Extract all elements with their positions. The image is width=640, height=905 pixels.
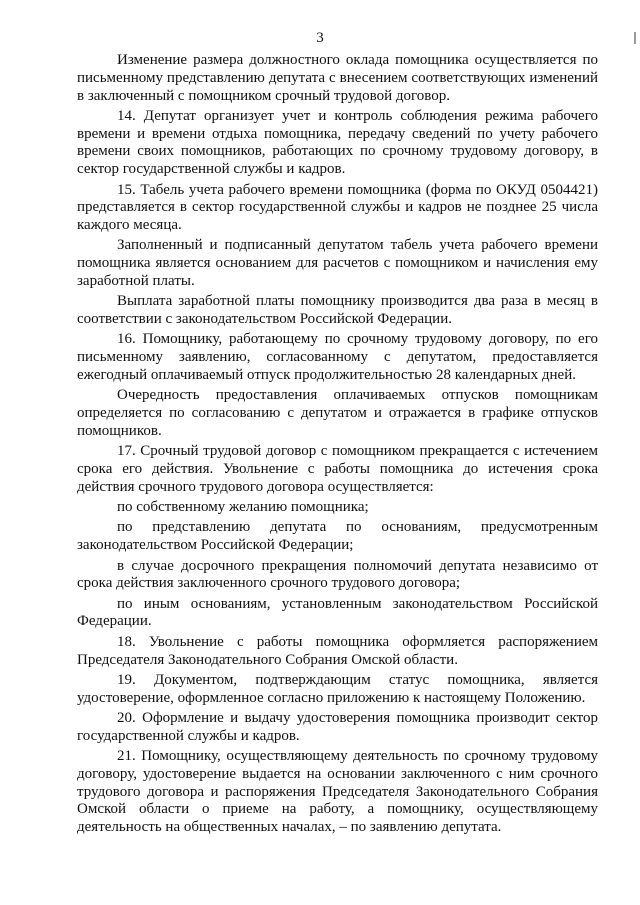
list-item-deputy-request: по представлению депутата по основаниям, предусмотренным законодательством Российской Федерации; <box>77 519 598 554</box>
paragraph-16-annual-leave: 16. Помощнику, работающему по срочному трудовому договору, по его письменному заявлению, согласованному с депутатом, предоставляется ежегодный оплачиваемый отпуск продолжительностью 28 календарных дней. <box>77 331 598 384</box>
paragraph-20-certificate-issue: 20. Оформление и выдачу удостоверения помощника производит сектор государственной службы и кадров. <box>77 709 598 744</box>
page-number: 3 <box>316 30 324 46</box>
paragraph-15-timesheet: 15. Табель учета рабочего времени помощника (форма по ОКУД 0504421) представляется в сектор государственной службы и кадров не позднее 25 числа каждого месяца. <box>77 181 598 234</box>
scan-edge-mark <box>634 32 636 44</box>
paragraph-salary-payment: Выплата заработной платы помощнику производится два раза в месяц в соответствии с законодательством Российской Федерации. <box>77 293 598 328</box>
paragraph-21-certificate-basis: 21. Помощнику, осуществляющему деятельность по срочному трудовому договору, удостоверение выдается на основании заключенного с ним срочного трудового договора и распоряжения Председателя Законодательного Собрания Омской области о приеме на работу, а помощнику, осуществляющему деятельность на общественных началах, – по заявлению депутата. <box>77 747 598 836</box>
list-item-other-grounds: по иным основаниям, установленным законодательством Российской Федерации. <box>77 595 598 630</box>
document-body <box>77 52 598 839</box>
paragraph-19-certificate: 19. Документом, подтверждающим статус помощника, является удостоверение, оформленное согласно приложению к настоящему Положению. <box>77 671 598 706</box>
list-item-own-will: по собственному желанию помощника; <box>117 499 369 516</box>
paragraph-leave-schedule: Очередность предоставления оплачиваемых отпусков помощникам определяется по согласованию с депутатом и отражается в графике отпусков помощников. <box>77 387 598 439</box>
list-item-early-termination: в случае досрочного прекращения полномочий депутата независимо от срока действия заключенного срочного трудового договора; <box>77 557 598 592</box>
paragraph-18-dismissal-order: 18. Увольнение с работы помощника оформляется распоряжением Председателя Законодательного Собрания Омской области. <box>77 633 598 668</box>
paragraph-timesheet-basis: Заполненный и подписанный депутатом табель учета рабочего времени помощника является основанием для расчетов с помощником и начисления ему заработной платы. <box>77 237 598 290</box>
paragraph-17-contract-termination: 17. Срочный трудовой договор с помощником прекращается с истечением срока его действия. Увольнение с работы помощника до истечения срока действия срочного трудового договора осуществляется: <box>77 443 598 495</box>
paragraph-14-time-tracking: 14. Депутат организует учет и контроль соблюдения режима рабочего времени и времени отдыха помощника, передачу сведений по учету рабочего времени своих помощников, работающих по срочному трудовому договору, в сектор государственной службы и кадров. <box>77 107 598 178</box>
paragraph-salary-change: Изменение размера должностного оклада помощника осуществляется по письменному представлению депутата с внесением соответствующих изменений в заключенный с помощником срочный трудовой договор. <box>77 52 598 104</box>
